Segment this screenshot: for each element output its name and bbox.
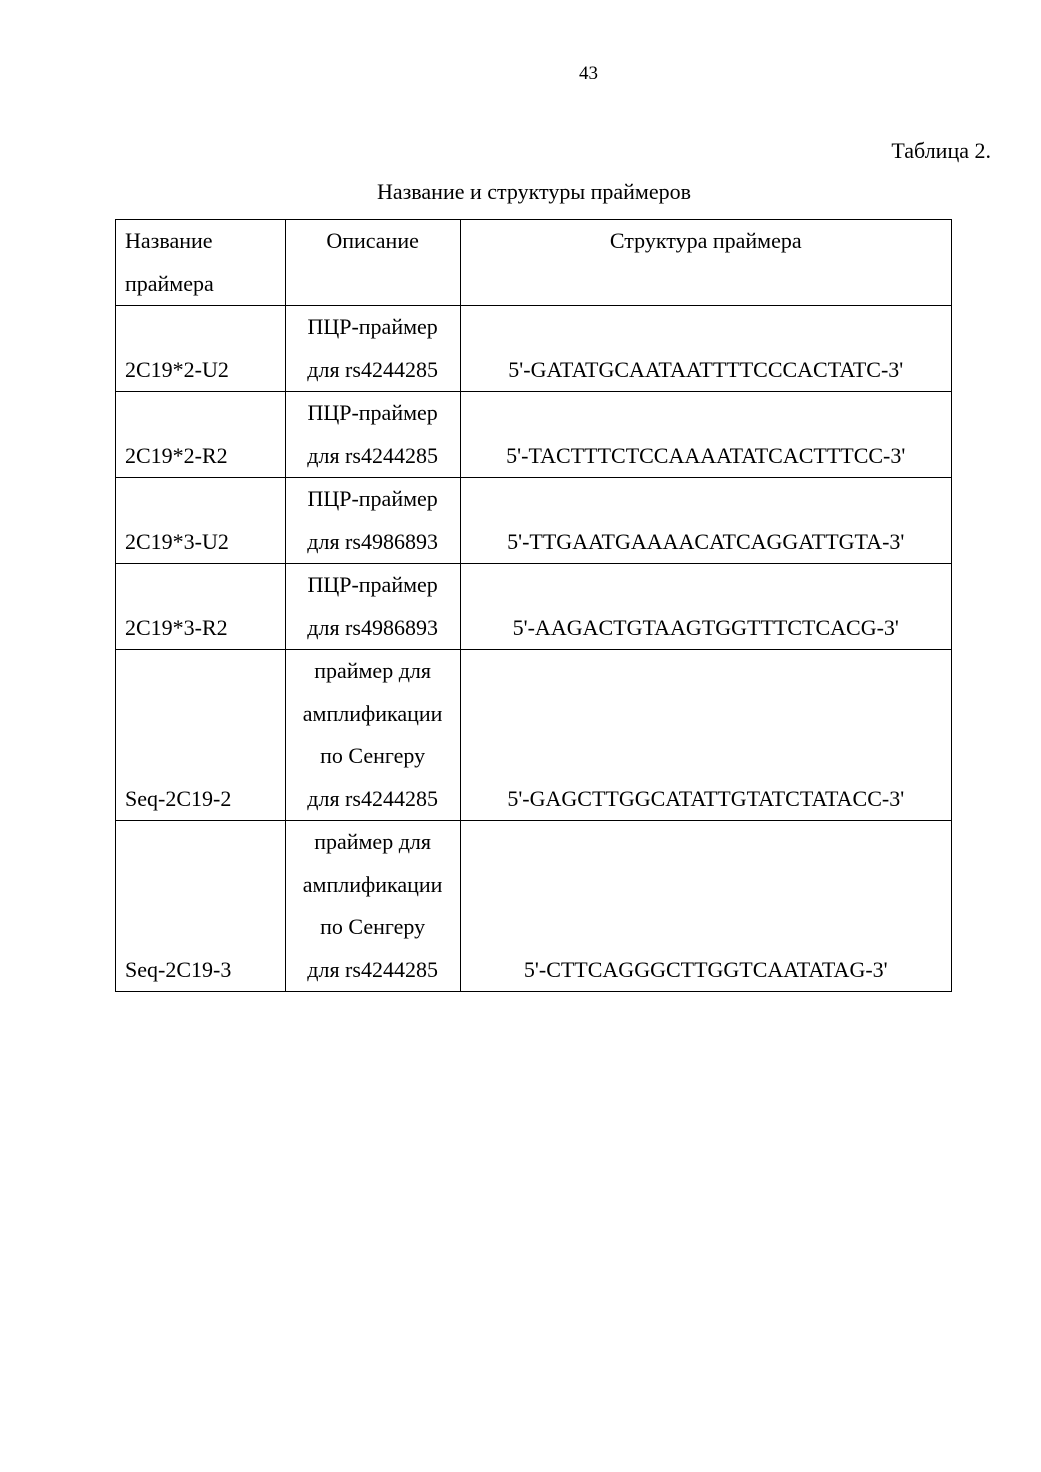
primer-name-cell: Seq-2C19-3 [116,821,286,992]
description-line: для rs4986893 [307,528,438,554]
primer-description-cell [285,821,460,992]
table-row [116,564,952,650]
description-line: праймер для [314,658,431,683]
description-line: праймер для [314,829,431,854]
primer-name-cell: Seq-2C19-2 [116,650,286,821]
primer-name-cell: 2C19*2-R2 [116,392,286,478]
description-line: ПЦР-праймер [307,486,438,511]
table-caption: Название и структуры праймеров [376,179,692,204]
table-header-row [116,220,952,306]
table-row [116,306,952,392]
table-label: Таблица 2. [891,138,991,163]
description-line: амплификации [302,871,443,897]
header-name-line: Название [125,228,213,253]
primer-sequence-cell: 5'-TTGAATGAAAACATCAGGATTGTA-3' [460,478,951,564]
primer-sequence-cell: 5'-CTTCAGGGCTTGGTCAATATAG-3' [460,821,951,992]
description-line: ПЦР-праймер [307,400,438,425]
primer-sequence-cell: 5'-GATATGCAATAATTTTCCCACTATC-3' [460,306,951,392]
primer-description-cell [285,478,460,564]
primer-description-cell [285,564,460,650]
primer-description-cell [285,650,460,821]
primer-name-cell: 2C19*3-U2 [116,478,286,564]
header-description: Описание [285,220,460,306]
description-line: по Сенгеру [320,914,426,939]
primer-sequence-cell: 5'-TACTTTCTCCAAAATATCACTTTCC-3' [460,392,951,478]
description-line: по Сенгеру [320,743,426,768]
page-number: 43 [579,63,598,84]
description-line: ПЦР-праймер [307,314,438,339]
header-name-line: праймера [125,270,214,296]
table-row [116,478,952,564]
primer-name-cell: 2C19*3-R2 [116,564,286,650]
table-row [116,650,952,821]
primers-table [115,219,952,992]
primer-name-cell: 2C19*2-U2 [116,306,286,392]
table-row [116,392,952,478]
header-primer-name [116,220,286,306]
primer-sequence-cell: 5'-GAGCTTGGCATATTGTATCTATACC-3' [460,650,951,821]
description-line: для rs4244285 [307,356,438,382]
primer-description-cell [285,306,460,392]
description-line: для rs4986893 [307,614,438,640]
description-line: для rs4244285 [307,442,438,468]
description-line: амплификации [302,700,443,726]
table-row [116,821,952,992]
description-line: ПЦР-праймер [307,572,438,597]
primer-description-cell [285,392,460,478]
header-structure: Структура праймера [460,220,951,306]
description-line: для rs4244285 [307,956,438,982]
primer-sequence-cell: 5'-AAGACTGTAAGTGGTTTCTCACG-3' [460,564,951,650]
description-line: для rs4244285 [307,785,438,811]
